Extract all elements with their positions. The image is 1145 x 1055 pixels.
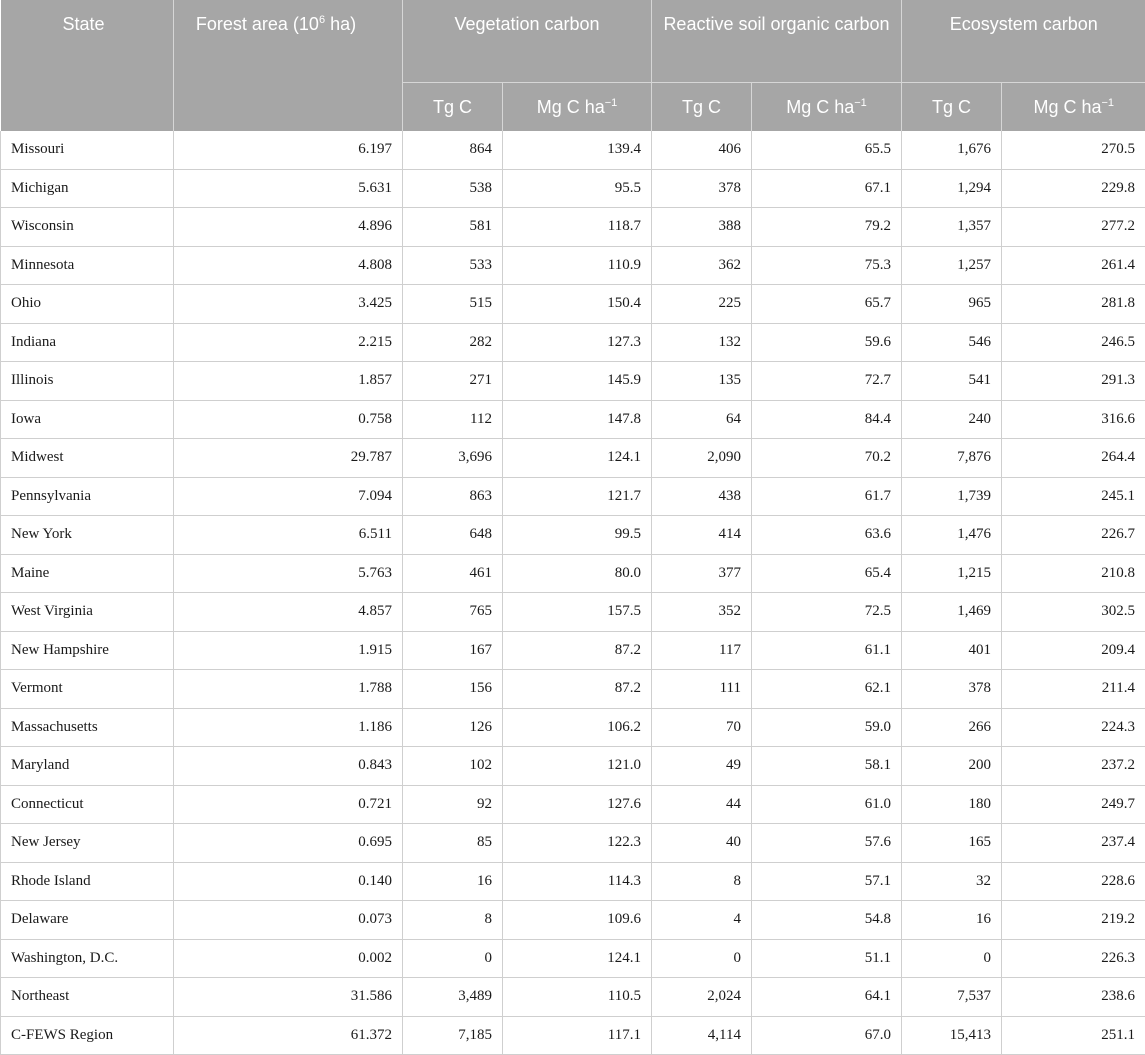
forest-area-cell: 3.425	[174, 285, 403, 324]
vegetation-tg-cell: 102	[403, 747, 503, 786]
vegetation-mg-cell: 122.3	[503, 824, 652, 863]
state-cell: C-FEWS Region	[1, 1016, 174, 1055]
subheader-tg: Tg C	[403, 83, 503, 132]
forest-area-cell: 0.002	[174, 939, 403, 978]
header-ecosystem-carbon: Ecosystem carbon	[902, 0, 1145, 83]
subheader-tg: Tg C	[652, 83, 752, 132]
table-row	[1, 516, 1145, 555]
soil-mg-cell: 62.1	[752, 670, 902, 709]
table-row	[1, 362, 1145, 401]
ecosystem-mg-cell: 245.1	[1002, 477, 1145, 516]
header-vegetation-carbon: Vegetation carbon	[403, 0, 652, 83]
table-row	[1, 131, 1145, 169]
ecosystem-tg-cell: 546	[902, 323, 1002, 362]
state-cell: Missouri	[1, 131, 174, 169]
vegetation-mg-cell: 127.6	[503, 785, 652, 824]
soil-mg-cell: 63.6	[752, 516, 902, 555]
table-row	[1, 747, 1145, 786]
vegetation-tg-cell: 3,696	[403, 439, 503, 478]
soil-tg-cell: 378	[652, 169, 752, 208]
soil-tg-cell: 135	[652, 362, 752, 401]
vegetation-tg-cell: 156	[403, 670, 503, 709]
state-cell: Delaware	[1, 901, 174, 940]
soil-tg-cell: 8	[652, 862, 752, 901]
ecosystem-tg-cell: 200	[902, 747, 1002, 786]
forest-area-cell: 5.763	[174, 554, 403, 593]
soil-mg-cell: 72.7	[752, 362, 902, 401]
forest-area-cell: 4.808	[174, 246, 403, 285]
forest-area-cell: 0.758	[174, 400, 403, 439]
ecosystem-mg-cell: 281.8	[1002, 285, 1145, 324]
vegetation-tg-cell: 8	[403, 901, 503, 940]
table-row	[1, 400, 1145, 439]
soil-mg-cell: 79.2	[752, 208, 902, 247]
soil-tg-cell: 406	[652, 131, 752, 169]
ecosystem-tg-cell: 1,215	[902, 554, 1002, 593]
ecosystem-mg-cell: 237.2	[1002, 747, 1145, 786]
ecosystem-mg-cell: 211.4	[1002, 670, 1145, 709]
state-cell: Iowa	[1, 400, 174, 439]
soil-tg-cell: 362	[652, 246, 752, 285]
state-cell: Midwest	[1, 439, 174, 478]
ecosystem-mg-cell: 264.4	[1002, 439, 1145, 478]
state-cell: Massachusetts	[1, 708, 174, 747]
vegetation-mg-cell: 95.5	[503, 169, 652, 208]
forest-area-cell: 4.857	[174, 593, 403, 632]
vegetation-tg-cell: 533	[403, 246, 503, 285]
soil-tg-cell: 4	[652, 901, 752, 940]
vegetation-mg-cell: 121.7	[503, 477, 652, 516]
vegetation-tg-cell: 461	[403, 554, 503, 593]
forest-area-cell: 6.197	[174, 131, 403, 169]
ecosystem-mg-cell: 210.8	[1002, 554, 1145, 593]
vegetation-mg-cell: 147.8	[503, 400, 652, 439]
forest-area-cell: 1.186	[174, 708, 403, 747]
state-cell: Pennsylvania	[1, 477, 174, 516]
soil-tg-cell: 49	[652, 747, 752, 786]
ecosystem-tg-cell: 180	[902, 785, 1002, 824]
subheader-mg: Mg C $ha^{-1}$	[503, 83, 652, 132]
soil-mg-cell: 75.3	[752, 246, 902, 285]
soil-mg-cell: 67.0	[752, 1016, 902, 1055]
soil-tg-cell: 111	[652, 670, 752, 709]
ecosystem-tg-cell: 541	[902, 362, 1002, 401]
vegetation-mg-cell: 139.4	[503, 131, 652, 169]
soil-tg-cell: 438	[652, 477, 752, 516]
ecosystem-mg-cell: 249.7	[1002, 785, 1145, 824]
vegetation-mg-cell: 99.5	[503, 516, 652, 555]
header-state: State	[1, 0, 174, 131]
ecosystem-mg-cell: 238.6	[1002, 978, 1145, 1017]
state-cell: New Jersey	[1, 824, 174, 863]
state-cell: Vermont	[1, 670, 174, 709]
ecosystem-tg-cell: 32	[902, 862, 1002, 901]
vegetation-mg-cell: 80.0	[503, 554, 652, 593]
forest-area-cell: 4.896	[174, 208, 403, 247]
state-cell: Rhode Island	[1, 862, 174, 901]
vegetation-tg-cell: 3,489	[403, 978, 503, 1017]
table-row	[1, 477, 1145, 516]
subheader-tg: Tg C	[902, 83, 1002, 132]
vegetation-tg-cell: 863	[403, 477, 503, 516]
soil-mg-cell: 65.4	[752, 554, 902, 593]
vegetation-mg-cell: 121.0	[503, 747, 652, 786]
soil-mg-cell: 57.1	[752, 862, 902, 901]
state-cell: New York	[1, 516, 174, 555]
vegetation-mg-cell: 124.1	[503, 439, 652, 478]
ecosystem-tg-cell: 401	[902, 631, 1002, 670]
soil-tg-cell: 2,090	[652, 439, 752, 478]
ecosystem-mg-cell: 251.1	[1002, 1016, 1145, 1055]
forest-area-cell: 61.372	[174, 1016, 403, 1055]
soil-mg-cell: 54.8	[752, 901, 902, 940]
vegetation-tg-cell: 282	[403, 323, 503, 362]
soil-tg-cell: 377	[652, 554, 752, 593]
vegetation-tg-cell: 581	[403, 208, 503, 247]
ecosystem-tg-cell: 240	[902, 400, 1002, 439]
ecosystem-tg-cell: 1,257	[902, 246, 1002, 285]
vegetation-mg-cell: 109.6	[503, 901, 652, 940]
soil-mg-cell: 61.1	[752, 631, 902, 670]
vegetation-tg-cell: 648	[403, 516, 503, 555]
table-row	[1, 785, 1145, 824]
state-cell: Illinois	[1, 362, 174, 401]
vegetation-mg-cell: 110.9	[503, 246, 652, 285]
vegetation-mg-cell: 117.1	[503, 1016, 652, 1055]
ecosystem-mg-cell: 229.8	[1002, 169, 1145, 208]
vegetation-tg-cell: 765	[403, 593, 503, 632]
forest-area-cell: 0.073	[174, 901, 403, 940]
table-row	[1, 246, 1145, 285]
ecosystem-mg-cell: 246.5	[1002, 323, 1145, 362]
soil-tg-cell: 225	[652, 285, 752, 324]
forest-area-cell: 31.586	[174, 978, 403, 1017]
state-cell: Maine	[1, 554, 174, 593]
soil-tg-cell: 414	[652, 516, 752, 555]
ecosystem-tg-cell: 0	[902, 939, 1002, 978]
table-body	[1, 131, 1145, 1055]
forest-area-cell: 2.215	[174, 323, 403, 362]
ecosystem-mg-cell: 226.7	[1002, 516, 1145, 555]
state-cell: Maryland	[1, 747, 174, 786]
soil-mg-cell: 67.1	[752, 169, 902, 208]
soil-mg-cell: 51.1	[752, 939, 902, 978]
ecosystem-mg-cell: 226.3	[1002, 939, 1145, 978]
vegetation-tg-cell: 864	[403, 131, 503, 169]
vegetation-mg-cell: 127.3	[503, 323, 652, 362]
forest-area-cell: 0.721	[174, 785, 403, 824]
subheader-mg: Mg C $ha^{-1}$	[1002, 83, 1145, 132]
state-cell: Washington, D.C.	[1, 939, 174, 978]
soil-mg-cell: 59.0	[752, 708, 902, 747]
table-row	[1, 708, 1145, 747]
ecosystem-mg-cell: 291.3	[1002, 362, 1145, 401]
vegetation-tg-cell: 167	[403, 631, 503, 670]
table-header	[1, 0, 1145, 131]
state-cell: Minnesota	[1, 246, 174, 285]
table-row	[1, 593, 1145, 632]
ecosystem-tg-cell: 1,469	[902, 593, 1002, 632]
soil-mg-cell: 65.7	[752, 285, 902, 324]
vegetation-tg-cell: 85	[403, 824, 503, 863]
forest-area-cell: 1.788	[174, 670, 403, 709]
vegetation-mg-cell: 157.5	[503, 593, 652, 632]
soil-mg-cell: 64.1	[752, 978, 902, 1017]
ecosystem-tg-cell: 165	[902, 824, 1002, 863]
vegetation-mg-cell: 87.2	[503, 670, 652, 709]
subheader-mg: Mg C $ha^{-1}$	[752, 83, 902, 132]
forest-area-cell: 7.094	[174, 477, 403, 516]
forest-area-cell: 6.511	[174, 516, 403, 555]
soil-mg-cell: 58.1	[752, 747, 902, 786]
vegetation-mg-cell: 150.4	[503, 285, 652, 324]
ecosystem-mg-cell: 277.2	[1002, 208, 1145, 247]
soil-tg-cell: 388	[652, 208, 752, 247]
ecosystem-tg-cell: 1,676	[902, 131, 1002, 169]
state-cell: New Hampshire	[1, 631, 174, 670]
table-row	[1, 323, 1145, 362]
vegetation-tg-cell: 515	[403, 285, 503, 324]
soil-tg-cell: 117	[652, 631, 752, 670]
ecosystem-mg-cell: 316.6	[1002, 400, 1145, 439]
soil-tg-cell: 64	[652, 400, 752, 439]
vegetation-tg-cell: 538	[403, 169, 503, 208]
state-cell: Ohio	[1, 285, 174, 324]
soil-mg-cell: 61.7	[752, 477, 902, 516]
vegetation-mg-cell: 87.2	[503, 631, 652, 670]
ecosystem-mg-cell: 209.4	[1002, 631, 1145, 670]
state-cell: West Virginia	[1, 593, 174, 632]
ecosystem-tg-cell: 15,413	[902, 1016, 1002, 1055]
ecosystem-mg-cell: 228.6	[1002, 862, 1145, 901]
ecosystem-tg-cell: 378	[902, 670, 1002, 709]
vegetation-mg-cell: 114.3	[503, 862, 652, 901]
soil-tg-cell: 132	[652, 323, 752, 362]
ecosystem-mg-cell: 270.5	[1002, 131, 1145, 169]
soil-tg-cell: 352	[652, 593, 752, 632]
soil-tg-cell: 40	[652, 824, 752, 863]
vegetation-tg-cell: 92	[403, 785, 503, 824]
table-row	[1, 208, 1145, 247]
ecosystem-tg-cell: 1,476	[902, 516, 1002, 555]
ecosystem-mg-cell: 261.4	[1002, 246, 1145, 285]
soil-mg-cell: 72.5	[752, 593, 902, 632]
vegetation-mg-cell: 106.2	[503, 708, 652, 747]
vegetation-mg-cell: 110.5	[503, 978, 652, 1017]
soil-tg-cell: 44	[652, 785, 752, 824]
ecosystem-tg-cell: 1,357	[902, 208, 1002, 247]
ecosystem-tg-cell: 1,294	[902, 169, 1002, 208]
state-cell: Michigan	[1, 169, 174, 208]
table-row	[1, 285, 1145, 324]
forest-area-cell: 1.915	[174, 631, 403, 670]
ecosystem-tg-cell: 1,739	[902, 477, 1002, 516]
soil-tg-cell: 70	[652, 708, 752, 747]
state-cell: Wisconsin	[1, 208, 174, 247]
vegetation-mg-cell: 118.7	[503, 208, 652, 247]
ecosystem-tg-cell: 266	[902, 708, 1002, 747]
header-reactive-soil-carbon: Reactive soil organic carbon	[652, 0, 902, 83]
forest-area-cell: 0.843	[174, 747, 403, 786]
vegetation-mg-cell: 145.9	[503, 362, 652, 401]
table-row	[1, 169, 1145, 208]
table-row	[1, 862, 1145, 901]
table-row	[1, 978, 1145, 1017]
vegetation-tg-cell: 7,185	[403, 1016, 503, 1055]
vegetation-tg-cell: 16	[403, 862, 503, 901]
soil-mg-cell: 65.5	[752, 131, 902, 169]
table-row	[1, 670, 1145, 709]
vegetation-tg-cell: 0	[403, 939, 503, 978]
soil-tg-cell: 4,114	[652, 1016, 752, 1055]
soil-tg-cell: 2,024	[652, 978, 752, 1017]
table-row	[1, 824, 1145, 863]
state-cell: Northeast	[1, 978, 174, 1017]
soil-mg-cell: 59.6	[752, 323, 902, 362]
state-cell: Indiana	[1, 323, 174, 362]
table-row	[1, 631, 1145, 670]
ecosystem-mg-cell: 219.2	[1002, 901, 1145, 940]
table-row	[1, 901, 1145, 940]
table-row	[1, 939, 1145, 978]
ecosystem-mg-cell: 224.3	[1002, 708, 1145, 747]
forest-area-cell: 5.631	[174, 169, 403, 208]
ecosystem-tg-cell: 7,537	[902, 978, 1002, 1017]
forest-area-cell: 1.857	[174, 362, 403, 401]
soil-mg-cell: 70.2	[752, 439, 902, 478]
soil-mg-cell: 84.4	[752, 400, 902, 439]
table-row	[1, 439, 1145, 478]
forest-area-cell: 29.787	[174, 439, 403, 478]
ecosystem-tg-cell: 16	[902, 901, 1002, 940]
vegetation-mg-cell: 124.1	[503, 939, 652, 978]
ecosystem-tg-cell: 965	[902, 285, 1002, 324]
soil-tg-cell: 0	[652, 939, 752, 978]
vegetation-tg-cell: 271	[403, 362, 503, 401]
table-row	[1, 1016, 1145, 1055]
ecosystem-mg-cell: 302.5	[1002, 593, 1145, 632]
soil-mg-cell: 61.0	[752, 785, 902, 824]
vegetation-tg-cell: 126	[403, 708, 503, 747]
table-row	[1, 554, 1145, 593]
state-cell: Connecticut	[1, 785, 174, 824]
header-forest-area: Forest area ($10^6$ ha)	[174, 0, 403, 131]
ecosystem-mg-cell: 237.4	[1002, 824, 1145, 863]
ecosystem-tg-cell: 7,876	[902, 439, 1002, 478]
vegetation-tg-cell: 112	[403, 400, 503, 439]
forest-area-cell: 0.140	[174, 862, 403, 901]
forest-area-cell: 0.695	[174, 824, 403, 863]
soil-mg-cell: 57.6	[752, 824, 902, 863]
